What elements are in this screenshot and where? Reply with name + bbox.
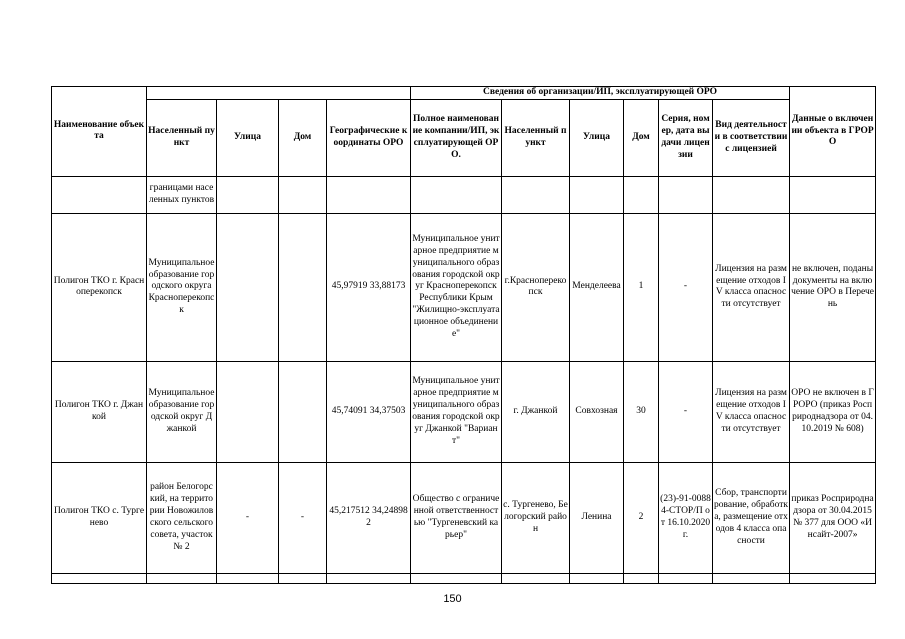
col-header-coordinates: Географические координаты ОРО [327,99,411,176]
cell-groro: ОРО не включен в ГРОРО (приказ Росприроднадзора от 04.10.2019 № 608) [790,361,876,462]
cell-groro: не включен, поданы документы на включение ОРО в Перечень [790,213,876,361]
cell-empty [217,176,279,213]
cell-org-settlement: г. Джанкой [502,361,570,462]
cell-empty [713,573,790,583]
col-header-groro: Данные о включении объекта в ГРОРО [790,87,876,177]
cell-org-settlement: с. Тургенево, Белогорский район [502,462,570,573]
cell-settlement: Муниципальное образование городской округ Джанкой [147,361,217,462]
cell-empty [327,573,411,583]
registry-table [51,86,876,584]
cell-object-name: Полигон ТКО г. Красноперекопск [52,213,147,361]
cell-settlement: район Белогорский, на территории Новожиловского сельского совета, участок № 2 [147,462,217,573]
cell-empty [279,573,327,583]
table-row [52,361,876,462]
cell-empty [659,176,713,213]
cell-empty [411,176,502,213]
cell-house [279,213,327,361]
cell-org-house: 2 [624,462,659,573]
cell-org-street: Ленина [570,462,624,573]
cell-empty [147,573,217,583]
table-row-empty [52,573,876,583]
cell-org-settlement: г.Красноперекопск [502,213,570,361]
cell-object-name: Полигон ТКО г. Джанкой [52,361,147,462]
cell-empty [327,176,411,213]
cell-street [217,213,279,361]
cell-empty [624,176,659,213]
cell-org-house: 1 [624,213,659,361]
cell-org-full-name: Муниципальное унитарное предприятие муниципального образования городской округ Джанкой "Вариант" [411,361,502,462]
cell-object-name: Полигон ТКО с. Тургенево [52,462,147,573]
cell-coordinates: 45,217512 34,248982 [327,462,411,573]
col-header-org-house: Дом [624,99,659,176]
cell-empty [713,176,790,213]
cell-org-full-name: Общество с ограниченной ответственностью "Тургеневский карьер" [411,462,502,573]
cell-empty [217,573,279,583]
col-header-settlement: Населенный пункт [147,99,217,176]
col-header-org-full-name: Полное наименование компании/ИП, эксплуатирующей ОРО. [411,99,502,176]
cell-license: (23)-91-00884-СТОР/П от 16.10.2020г. [659,462,713,573]
col-header-org-street: Улица [570,99,624,176]
cell-house [279,361,327,462]
cell-empty [570,176,624,213]
cell-empty [570,573,624,583]
table-row [52,462,876,573]
cell-activity: Лицензия на размещение отходов IV класса опасности отсутствует [713,361,790,462]
cell-empty [502,176,570,213]
cell-empty [502,573,570,583]
cell-license: - [659,213,713,361]
table-row [52,213,876,361]
col-header-org-settlement: Населенный пункт [502,99,570,176]
col-header-street: Улица [217,99,279,176]
cell-empty [52,176,147,213]
col-header-activity: Вид деятельности в соответствии с лицензией [713,99,790,176]
cell-settlement: границами населенных пунктов [147,176,217,213]
cell-coordinates: 45,74091 34,37503 [327,361,411,462]
cell-license: - [659,361,713,462]
cell-empty [279,176,327,213]
operator-info-header: Сведения об организации/ИП, эксплуатирующей ОРО [411,87,790,100]
cell-org-street: Менделеева [570,213,624,361]
cell-org-street: Совхозная [570,361,624,462]
cell-settlement: Муниципальное образование городского округа Красноперекопск [147,213,217,361]
super-header-row [52,87,876,100]
cell-activity: Лицензия на размещение отходов IV класса опасности отсутствует [713,213,790,361]
cell-empty [659,573,713,583]
cell-street [217,361,279,462]
column-header-row [52,99,876,176]
cell-org-full-name: Муниципальное унитарное предприятие муниципального образования городской округ Красноперекопск Республики Крым "Жилищно-эксплуатационное объединение" [411,213,502,361]
cell-house: - [279,462,327,573]
cell-groro: приказ Росприроднадзора от 30.04.2015 № 377 для ООО «Инсайт-2007» [790,462,876,573]
cell-coordinates: 45,97919 33,88173 [327,213,411,361]
cell-empty [52,573,147,583]
blank-super-header-cell [147,87,411,100]
cell-activity: Сбор, транспортирование, обработка, размещение отходов 4 класса опасности [713,462,790,573]
cell-empty [624,573,659,583]
col-header-object-name: Наименование объекта [52,87,147,177]
cell-empty [790,573,876,583]
col-header-license: Серия, номер, дата выдачи лицензии [659,99,713,176]
cell-empty [790,176,876,213]
cell-empty [411,573,502,583]
col-header-house: Дом [279,99,327,176]
cell-street: - [217,462,279,573]
page-number: 150 [443,593,462,605]
cell-org-house: 30 [624,361,659,462]
table-row-continued [52,176,876,213]
